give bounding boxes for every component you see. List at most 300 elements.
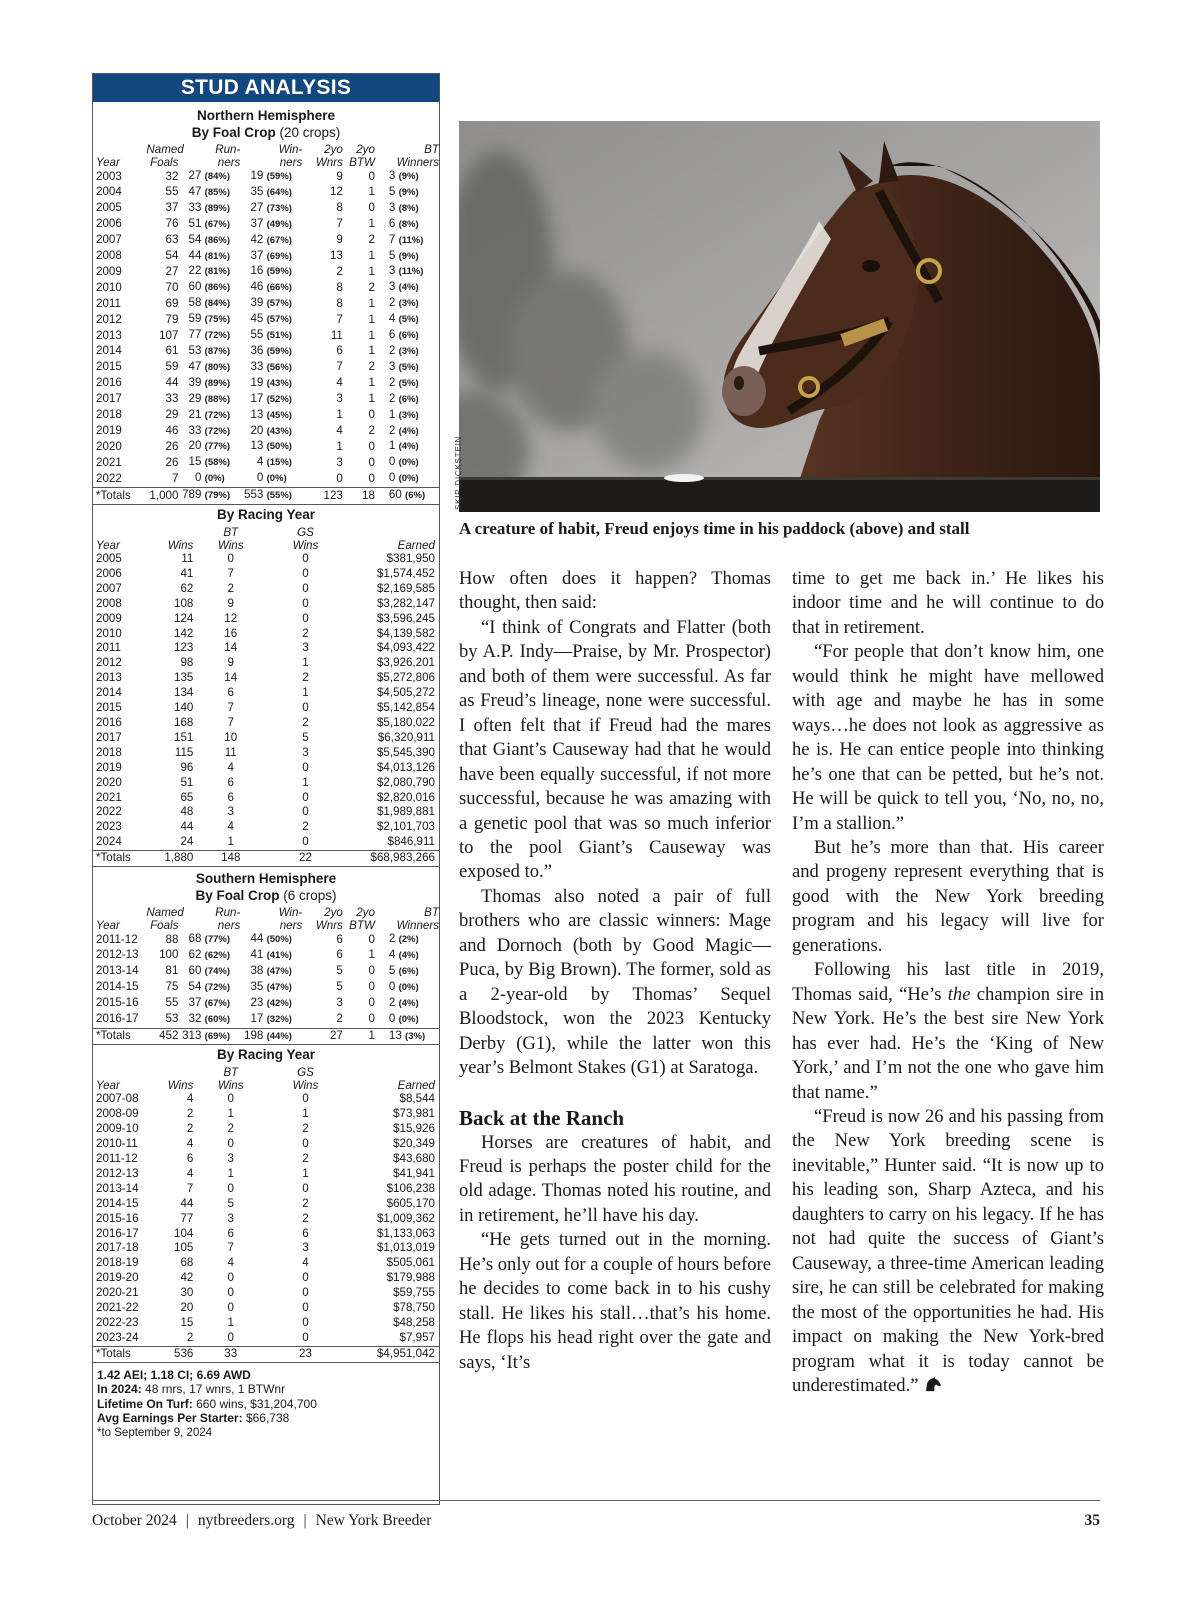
table-row [93,627,439,642]
table-row [93,296,439,312]
bt-winners-percent: (2%) [398,934,419,946]
north-crop-label: By Foal Crop [191,125,276,140]
cell-year: 2014 [96,344,122,358]
cell-wins: 4 [186,1092,194,1106]
cell-year: 2017 [96,730,122,744]
table-row [93,1241,439,1256]
cell-year: 2011 [96,296,121,310]
runners-count: 62 [188,947,202,961]
column-header: Year [96,1078,120,1092]
totals-row [93,851,439,866]
cell-bt-wins: 3 [227,1211,234,1225]
bt-winners-count: 0 [388,471,396,485]
runners-percent: (89%) [204,202,230,214]
bt-winners-count: 2 [388,391,396,405]
cell-earned: $59,755 [393,1286,435,1300]
bt-winners-count: 3 [388,264,396,278]
cell-wins: 42 [180,1271,194,1285]
paragraph-text: Following his last title in 2019, Thomas said, “He’s [792,959,1104,1005]
cell-gs-wins: 1 [302,656,309,670]
cell-wins: 1,880 [157,851,193,866]
column-header: ners [217,155,241,169]
cell-named-foals: 26 [165,455,179,469]
cell-2yo-btw: 0 [368,1012,375,1026]
winners-percent: (59%) [266,345,292,357]
cell-bt-wins: 9 [227,656,234,670]
cell-earned: $43,680 [393,1152,435,1166]
footer-website-link[interactable]: nytbreeders.org [197,1512,295,1529]
bt-winners-percent: (5%) [398,361,419,373]
cell-wins: 51 [180,775,194,789]
runners-count: 789 [182,488,202,502]
column-header: Run- [215,906,241,920]
cell-wins: 6 [186,1152,194,1166]
cell-winners [240,439,302,455]
stud-summary [93,1362,439,1443]
cell-year: 2007 [96,581,122,595]
cell-2yo-winners: 3 [336,996,343,1010]
cell-named-foals: 76 [165,217,179,231]
cell-gs-wins: 0 [302,1092,309,1106]
winners-percent: (57%) [266,314,292,326]
cell-gs-wins: 3 [302,745,309,759]
winners-percent: (57%) [266,298,292,310]
winners-percent: (42%) [266,997,292,1009]
bt-winners-percent: (0%) [398,1013,419,1025]
cell-year: 2012 [96,312,122,326]
bt-winners-percent: (5%) [398,314,419,326]
cell-2yo-btw: 0 [368,439,375,453]
cell-year: 2012-13 [96,1166,139,1180]
cell-wins: 15 [180,1316,194,1329]
table-row [93,996,439,1012]
cell-bt-wins: 0 [227,1271,234,1285]
cell-wins: 105 [174,1241,194,1255]
paragraph: Horses are creatures of habit, and Freud is perhaps the poster child for the old adage. Thomas noted his routine, and in retirement, he’ll have his day. [459,1131,771,1226]
cell-named-foals: 1,000 [146,488,178,504]
column-header: Year [96,155,120,169]
column-header: GS [297,1066,314,1080]
cell-bt-winners [375,980,439,996]
cell-earned: $68,983,266 [343,851,439,866]
cell-earned: $41,941 [393,1166,435,1180]
cell-winners [240,471,302,487]
bt-winners-percent: (4%) [398,949,419,961]
cell-gs-wins: 0 [302,581,309,595]
horse-muzzle [722,366,766,416]
winners-count: 37 [250,216,264,230]
table-row [93,731,439,746]
emphasis-text: the [947,983,971,1005]
cell-named-foals: 29 [165,408,179,422]
cell-earned: $20,349 [393,1137,435,1151]
winners-count: 13 [250,407,264,421]
cell-winners [240,280,302,296]
cell-bt-wins: 1 [227,1316,234,1329]
bt-winners-count: 3 [388,169,396,182]
cell-wins: 4 [186,1166,194,1180]
lifetime-turf-value: 660 wins, $31,204,700 [196,1396,317,1411]
cell-named-foals: 81 [165,964,179,978]
column-header: Wins [217,538,244,552]
cell-wins: 68 [180,1256,194,1270]
bt-winners-percent: (8%) [398,218,419,230]
cell-bt-wins: 1 [227,835,234,849]
column-header: GS [297,526,314,540]
south-racing-heading: By Racing Year [93,1044,439,1064]
cell-bt-winners [375,312,439,328]
bt-winners-count: 1 [388,407,396,421]
cell-bt-wins: 2 [227,1122,234,1136]
cell-runners [178,328,240,344]
cell-runners [178,376,240,392]
bt-winners-count: 5 [388,963,396,977]
cell-named-foals: 26 [165,439,179,453]
cell-runners [178,360,240,376]
cell-2yo-winners: 1 [336,439,343,453]
table-row [93,761,439,776]
table-header-row [93,540,439,553]
cell-bt-wins: 0 [227,1092,234,1106]
runners-percent: (88%) [204,393,230,405]
cell-gs-wins: 3 [302,1241,309,1255]
cell-year: 2004 [96,185,122,199]
bt-winners-percent: (6%) [405,490,426,502]
column-header: 2yo [324,906,343,920]
table-row [93,1256,439,1271]
cell-earned: $4,139,582 [376,626,435,640]
cell-bt-wins: 1 [227,1107,234,1121]
cell-gs-wins: 0 [302,790,309,804]
cell-winners [240,217,302,233]
winners-percent: (47%) [266,981,292,993]
runners-count: 59 [188,312,202,326]
article-column-1 [459,567,771,1375]
cell-named-foals: 100 [159,948,179,962]
column-header: Named [146,143,184,156]
runners-percent: (80%) [204,361,230,373]
column-header: Wins [292,1078,319,1092]
column-header: ners [279,155,303,169]
cell-year: 2013 [96,328,122,342]
cell-bt-wins: 0 [227,1181,234,1195]
cell-gs-wins: 2 [302,820,309,834]
cell-gs-wins: 1 [302,686,309,700]
column-header: BT [424,143,439,156]
runners-count: 313 [182,1028,202,1042]
cell-winners [240,932,302,948]
column-header: ners [279,918,303,932]
cell-earned: $605,170 [386,1196,435,1210]
bt-winners-percent: (0%) [398,457,419,469]
table-row [93,201,439,217]
cell-runners [178,980,240,996]
cell-wins: 142 [174,626,194,640]
cell-wins: 44 [180,1196,194,1210]
table-row [93,597,439,612]
winners-percent: (43%) [266,377,292,389]
column-header: ners [217,918,241,932]
south-crop-count: (6 crops) [283,888,337,904]
cell-winners [240,1028,302,1044]
table-header-row [93,141,439,157]
cell-wins: 2 [186,1122,194,1136]
cell-named-foals: 452 [146,1028,178,1044]
cell-bt-wins: 4 [227,820,234,834]
cell-bt-winners [375,201,439,217]
in2024-value: 48 rnrs, 17 wnrs, 1 BTWnr [145,1382,286,1397]
cell-earned: $6,320,911 [377,730,435,744]
bt-winners-count: 2 [388,995,396,1009]
cell-bt-wins: 33 [193,1346,268,1361]
cell-year: 2020 [96,775,122,789]
photo-credit [444,435,463,510]
table-row [93,424,439,440]
cell-runners [178,392,240,408]
cell-year: 2015-16 [96,1211,139,1225]
cell-year: 2006 [96,217,122,231]
south-hemisphere-label: Southern Hemisphere [195,871,337,887]
cell-bt-winners [375,169,439,185]
table-row [93,980,439,996]
cell-earned: $4,093,422 [376,641,435,655]
cell-2yo-btw: 2 [368,424,375,437]
cell-wins: 62 [180,581,194,595]
cell-year: 2019-20 [96,1271,139,1285]
cell-2yo-btw: 0 [368,408,375,422]
cell-year: 2018 [96,408,122,422]
cell-winners [240,264,302,280]
paragraph: “For people that don’t know him, one would think he might have mellowed with age and maybe he has in some ways…he does not look as aggressive as he is. He can entice people into thinking he’s one that can be petted, but he’s not. He will be quick to tell you, ‘No, no, no, I’m a stallion.” [792,641,1104,834]
cell-2yo-btw: 1 [368,376,375,390]
table-row [93,1137,439,1152]
cell-bt-wins: 0 [227,552,234,566]
cell-bt-winners [375,392,439,408]
cell-bt-wins: 1 [227,1166,234,1180]
column-header: Wins [167,1078,194,1092]
table-row [93,582,439,597]
runners-percent: (62%) [204,949,230,961]
photo-caption: A creature of habit, Freud enjoys time in his paddock (above) and stall [459,519,970,538]
cell-winners [240,408,302,424]
cell-bt-winners [375,1028,439,1044]
totals-row [93,1028,439,1044]
bt-winners-percent: (3%) [398,345,419,357]
cell-bt-winners [375,233,439,249]
runners-count: 77 [188,328,202,342]
cell-named-foals: 7 [171,471,179,485]
cell-gs-wins: 2 [302,1152,309,1166]
cell-2yo-winners: 27 [302,1028,343,1044]
winners-count: 198 [244,1028,264,1042]
runners-percent: (84%) [204,171,230,182]
cell-named-foals: 55 [165,996,179,1010]
cell-earned: $15,926 [393,1122,435,1136]
table-row [93,964,439,980]
cell-year: 2022 [96,805,122,819]
cell-winners [240,360,302,376]
cell-runners [178,455,240,471]
cell-bt-winners [375,488,439,504]
north-foal-heading [93,102,439,141]
winners-count: 35 [250,184,264,198]
bt-winners-percent: (4%) [398,997,419,1009]
bt-winners-percent: (0%) [398,981,419,993]
cell-year: 2005 [96,201,122,215]
cell-year: 2014 [96,686,122,700]
cell-winners [240,185,302,201]
bt-winners-count: 3 [388,200,396,214]
bt-winners-count: 60 [388,488,402,502]
cell-year: 2007-08 [96,1092,139,1106]
cell-runners [178,296,240,312]
avg-earnings-value: $66,738 [245,1411,290,1426]
cell-gs-wins: 22 [268,851,343,866]
cell-bt-wins: 0 [227,1286,234,1300]
cell-bt-wins: 4 [227,760,234,774]
cell-year: 2011-12 [96,932,138,946]
cell-earned: $78,750 [393,1301,435,1315]
table-row [93,671,439,686]
horse-photo [459,121,1100,512]
column-header: BT [223,526,239,540]
bt-winners-percent: (11%) [398,266,424,278]
cell-year: 2013-14 [96,964,139,978]
cell-year: 2022-23 [96,1316,139,1329]
cell-winners [240,488,302,504]
cell-bt-wins: 7 [227,716,234,729]
runners-count: 47 [188,184,202,198]
cell-runners [178,264,240,280]
cell-year: 2010 [96,280,122,294]
cell-2yo-btw: 1 [368,217,375,231]
cell-bt-wins: 0 [227,1137,234,1151]
bt-winners-percent: (9%) [398,171,419,182]
bt-winners-percent: (3%) [398,409,419,421]
runners-percent: (89%) [204,377,230,389]
paragraph: time to get me back in.’ He likes his indoor time and he will continue to do that in retirement. [792,568,1104,638]
cell-bt-winners [375,408,439,424]
cell-bt-winners [375,344,439,360]
cell-2yo-btw: 1 [368,296,375,310]
bt-winners-count: 4 [388,312,396,326]
cell-bt-winners [375,264,439,280]
cell-bt-wins: 4 [227,1256,234,1270]
winners-count: 44 [250,932,264,946]
cell-gs-wins: 0 [302,1316,309,1329]
winners-count: 20 [250,423,264,437]
footer-issue-date: October 2024 [92,1512,177,1529]
winners-percent: (32%) [266,1013,292,1025]
cell-2yo-btw: 0 [368,455,375,469]
cell-earned: $5,142,854 [376,701,435,715]
cell-bt-wins: 0 [227,1330,234,1344]
winners-count: 46 [250,280,264,294]
cell-winners [240,392,302,408]
runners-count: 39 [188,375,202,389]
runners-count: 0 [194,471,202,485]
cell-year: 2008-09 [96,1107,139,1121]
cell-earned: $1,133,063 [376,1226,435,1240]
cell-gs-wins: 23 [268,1346,343,1361]
cell-year: 2013-14 [96,1181,139,1195]
cell-named-foals: 33 [165,392,179,406]
winners-count: 33 [250,359,264,373]
cell-named-foals: 27 [165,264,179,278]
cell-gs-wins: 2 [302,1211,309,1225]
table-row [93,805,439,820]
cell-bt-winners [375,996,439,1012]
cell-2yo-btw: 0 [368,201,375,215]
cell-year: 2024 [96,835,122,849]
runners-percent: (79%) [204,490,230,502]
table-row [93,791,439,806]
cell-named-foals: 88 [165,932,179,946]
bt-winners-percent: (5%) [398,377,419,389]
cell-runners [178,408,240,424]
runners-count: 54 [188,979,202,993]
cell-2yo-winners: 3 [336,392,343,406]
cell-2yo-winners: 9 [336,233,343,247]
cell-bt-wins: 7 [227,701,234,715]
cell-2yo-winners: 1 [336,408,343,422]
cell-runners [178,280,240,296]
runners-percent: (67%) [204,997,230,1009]
cell-earned: $1,013,019 [376,1241,435,1255]
cell-winners [240,249,302,265]
table-row [93,686,439,701]
cell-year: 2021 [96,455,122,469]
cell-earned: $4,505,272 [376,686,435,700]
cell-bt-winners [375,948,439,964]
cell-bt-wins: 6 [227,1226,234,1240]
bt-winners-percent: (6%) [398,330,419,342]
runners-percent: (81%) [204,250,230,262]
winners-count: 42 [250,232,264,246]
winners-percent: (69%) [266,250,292,262]
table-row [93,746,439,761]
column-header: BTW [349,155,375,169]
bt-winners-count: 2 [388,343,396,357]
column-header: Year [96,538,120,552]
runners-count: 29 [188,391,202,405]
north-racing-heading: By Racing Year [93,504,439,524]
runners-percent: (60%) [204,1013,230,1025]
column-header: Wins [167,538,194,552]
cell-named-foals: 59 [165,360,179,374]
table-row [93,612,439,627]
cell-year: 2016 [96,376,122,390]
winners-percent: (56%) [266,361,292,373]
cell-year: 2009-10 [96,1122,139,1136]
cell-bt-wins: 6 [227,686,234,700]
cell-year: 2018 [96,745,122,759]
cell-earned: $3,596,245 [376,611,435,625]
winners-percent: (55%) [266,490,292,502]
cell-year: 2022 [96,471,122,485]
cell-runners [178,964,240,980]
winners-count: 23 [250,995,264,1009]
bt-winners-percent: (6%) [398,965,419,977]
cell-gs-wins: 0 [302,611,309,625]
bt-winners-percent: (9%) [398,186,419,198]
cell-year: 2016-17 [96,1226,139,1240]
cell-named-foals: 69 [165,296,179,310]
cell-year: 2007 [96,233,122,247]
table-row [93,360,439,376]
cell-gs-wins: 0 [302,566,309,580]
cell-wins: 20 [180,1301,194,1315]
